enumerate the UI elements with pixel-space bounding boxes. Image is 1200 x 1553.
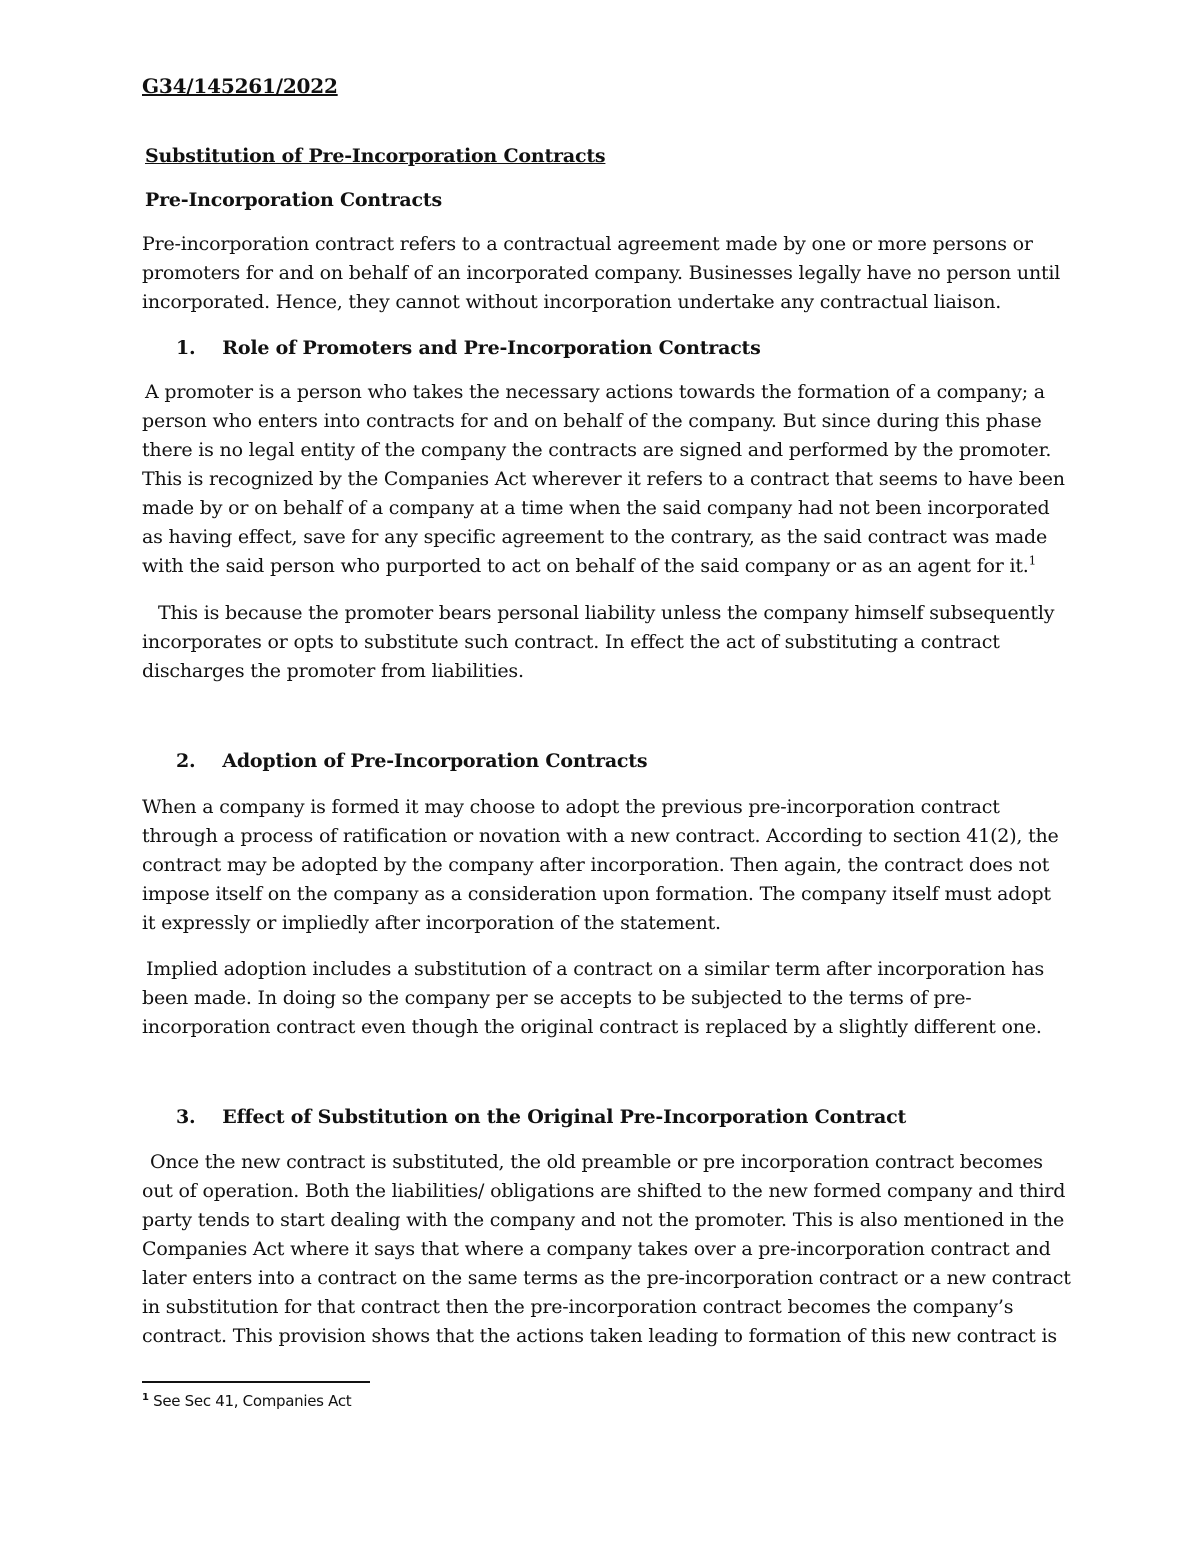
section-heading-text: Adoption of Pre-Incorporation Contracts <box>222 750 648 772</box>
document-title: Substitution of Pre-Incorporation Contracts <box>145 145 606 167</box>
text-line: promoters for and on behalf of an incorporated company. Businesses legally have no person until <box>142 262 1061 284</box>
text-line: discharges the promoter from liabilities. <box>142 660 524 682</box>
text-line: there is no legal entity of the company the contracts are signed and performed by the promoter. <box>142 439 1052 461</box>
text-line: later enters into a contract on the same terms as the pre-incorporation contract or a new contract <box>142 1267 1071 1289</box>
text-line: Pre-incorporation contract refers to a contractual agreement made by one or more persons or <box>142 233 1033 255</box>
section-heading-text: Role of Promoters and Pre-Incorporation Contracts <box>222 337 761 359</box>
text-line: Implied adoption includes a substitution of a contract on a similar term after incorporation has <box>146 958 1045 980</box>
document-reference: G34/145261/2022 <box>142 74 338 98</box>
text-line: contract may be adopted by the company after incorporation. Then again, the contract does not <box>142 854 1050 876</box>
text-line: Companies Act where it says that where a company takes over a pre-incorporation contract and <box>142 1238 1051 1260</box>
section-2-heading <box>176 747 1106 776</box>
text-line: A promoter is a person who takes the necessary actions towards the formation of a company; a <box>145 381 1045 403</box>
section-1-paragraph-1 <box>142 378 1075 581</box>
section-number: 1. <box>176 337 196 359</box>
text-line: Once the new contract is substituted, the old preamble or pre incorporation contract becomes <box>150 1151 1043 1173</box>
text-line: incorporates or opts to substitute such contract. In effect the act of substituting a contract <box>142 631 1000 653</box>
text-line: incorporated. Hence, they cannot without incorporation undertake any contractual liaison. <box>142 291 1002 313</box>
intro-paragraph <box>142 230 1072 317</box>
text-line: This is recognized by the Companies Act wherever it refers to a contract that seems to have been <box>142 468 1065 490</box>
text-line: it expressly or impliedly after incorporation of the statement. <box>142 912 721 934</box>
section-1-paragraph-2 <box>142 599 1088 686</box>
text-line: through a process of ratification or novation with a new contract. According to section 41(2), the <box>142 825 1059 847</box>
section-3-paragraph-1 <box>142 1148 1080 1351</box>
text-line: as having effect, save for any specific agreement to the contrary, as the said contract was made <box>142 526 1048 548</box>
text-line: been made. In doing so the company per se accepts to be subjected to the terms of pre- <box>142 987 972 1009</box>
text-line: with the said person who purported to act on behalf of the said company or as an agent for it. <box>142 555 1029 577</box>
footnote-text: See Sec 41, Companies Act <box>153 1392 352 1410</box>
text-line: impose itself on the company as a consideration upon formation. The company itself must adopt <box>142 883 1051 905</box>
section-3-heading <box>176 1103 1106 1132</box>
section-2-paragraph-1 <box>142 793 1072 938</box>
section-2-paragraph-2 <box>142 955 1076 1042</box>
text-line: made by or on behalf of a company at a time when the said company had not been incorporated <box>142 497 1050 519</box>
text-line: incorporation contract even though the original contract is replaced by a slightly different one. <box>142 1016 1042 1038</box>
text-line: contract. This provision shows that the actions taken leading to formation of this new contract is <box>142 1325 1057 1347</box>
text-line: party tends to start dealing with the company and not the promoter. This is also mentioned in the <box>142 1209 1065 1231</box>
section-heading-text: Effect of Substitution on the Original Pre-Incorporation Contract <box>222 1106 907 1128</box>
footnote-reference[interactable]: 1 <box>1028 553 1037 568</box>
text-line: person who enters into contracts for and on behalf of the company. But since during this phase <box>142 410 1042 432</box>
text-line: This is because the promoter bears personal liability unless the company himself subsequently <box>158 602 1055 624</box>
section-1-heading <box>176 334 1106 363</box>
text-line: out of operation. Both the liabilities/ obligations are shifted to the new formed company and third <box>142 1180 1066 1202</box>
section-number: 3. <box>176 1106 196 1128</box>
footnote-separator <box>142 1381 370 1383</box>
section-number: 2. <box>176 750 196 772</box>
footnote <box>142 1391 351 1411</box>
text-line: When a company is formed it may choose to adopt the previous pre-incorporation contract <box>142 796 1000 818</box>
text-line-with-footnote <box>142 552 1075 581</box>
footnote-marker: 1 <box>142 1392 149 1403</box>
text-line: in substitution for that contract then the pre-incorporation contract becomes the company’s <box>142 1296 1014 1318</box>
document-subtitle: Pre-Incorporation Contracts <box>145 189 442 211</box>
